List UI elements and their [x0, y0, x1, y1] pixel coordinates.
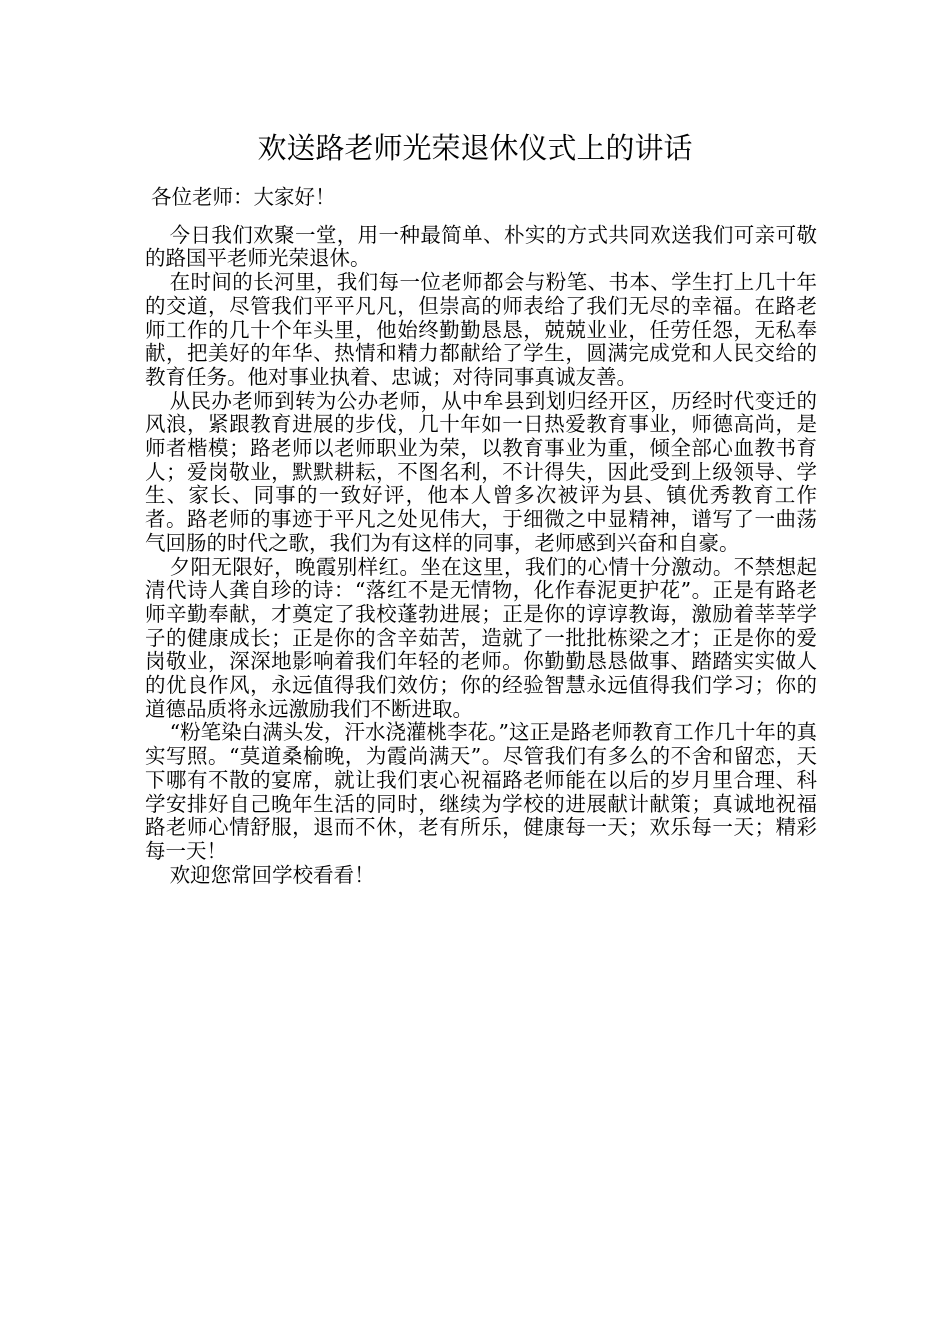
salutation: 各位老师：大家好！: [151, 185, 336, 209]
document-title: 欢送路老师光荣退休仪式上的讲话: [257, 131, 693, 165]
paragraph-5: “粉笔染白满头发，汗水浇灌桃李花。”这正是路老师教育工作几十年的真实写照。“莫道桑榆晚，为霞尚满天”。尽管我们有多么的不舍和留恋，天下哪有不散的宴席，就让我们衷心祝福路老师能在以后的岁月里合理、科学安排好自己晚年生活的同时，继续为学校的进展献计献策；真诚地祝福路老师心情舒服，退而不休，老有所乐，健康每一天；欢乐每一天；精彩每一天！: [145, 720, 817, 863]
paragraph-2: 在时间的长河里，我们每一位老师都会与粉笔、书本、学生打上几十年的交道，尽管我们平平凡凡，但崇高的师表给了我们无尽的幸福。在路老师工作的几十个年头里，他始终勤勤恳恳，兢兢业业，任劳任怨，无私奉献，把美好的年华、热情和精力都献给了学生，圆满完成党和人民交给的教育任务。他对事业执着、忠诚；对待同事真诚友善。: [145, 270, 817, 389]
speech-body: [145, 186, 817, 887]
paragraph-3: 从民办老师到转为公办老师，从中牟县到划归经开区，历经时代变迁的风浪，紧跟教育进展的步伐，几十年如一日热爱教育事业，师德高尚，是师者楷模；路老师以老师职业为荣，以教育事业为重，倾全部心血教书育人；爱岗敬业，默默耕耘，不图名利，不计得失，因此受到上级领导、学生、家长、同事的一致好评，他本人曾多次被评为县、镇优秀教育工作者。路老师的事迹于平凡之处见伟大，于细微之中显精神，谱写了一曲荡气回肠的时代之歌，我们为有这样的同事，老师感到兴奋和自豪。: [145, 388, 817, 555]
paragraph-6: 欢迎您常回学校看看！: [169, 862, 375, 887]
paragraph-1: 今日我们欢聚一堂，用一种最简单、朴实的方式共同欢送我们可亲可敬的路国平老师光荣退休。: [145, 222, 817, 271]
paragraph-4: 夕阳无限好，晚霞别样红。坐在这里，我们的心情十分激动。不禁想起清代诗人龚自珍的诗：“落红不是无情物，化作春泥更护花”。正是有路老师辛勤奉献，才奠定了我校蓬勃进展；正是你的谆谆教诲，激励着莘莘学子的健康成长；正是你的含辛茹苦，造就了一批批栋梁之才；正是你的爱岗敬业，深深地影响着我们年轻的老师。你勤勤恳恳做事、踏踏实实做人的优良作风，永远值得我们效仿；你的经验智慧永远值得我们学习；你的道德品质将永远激励我们不断进取。: [145, 554, 817, 721]
